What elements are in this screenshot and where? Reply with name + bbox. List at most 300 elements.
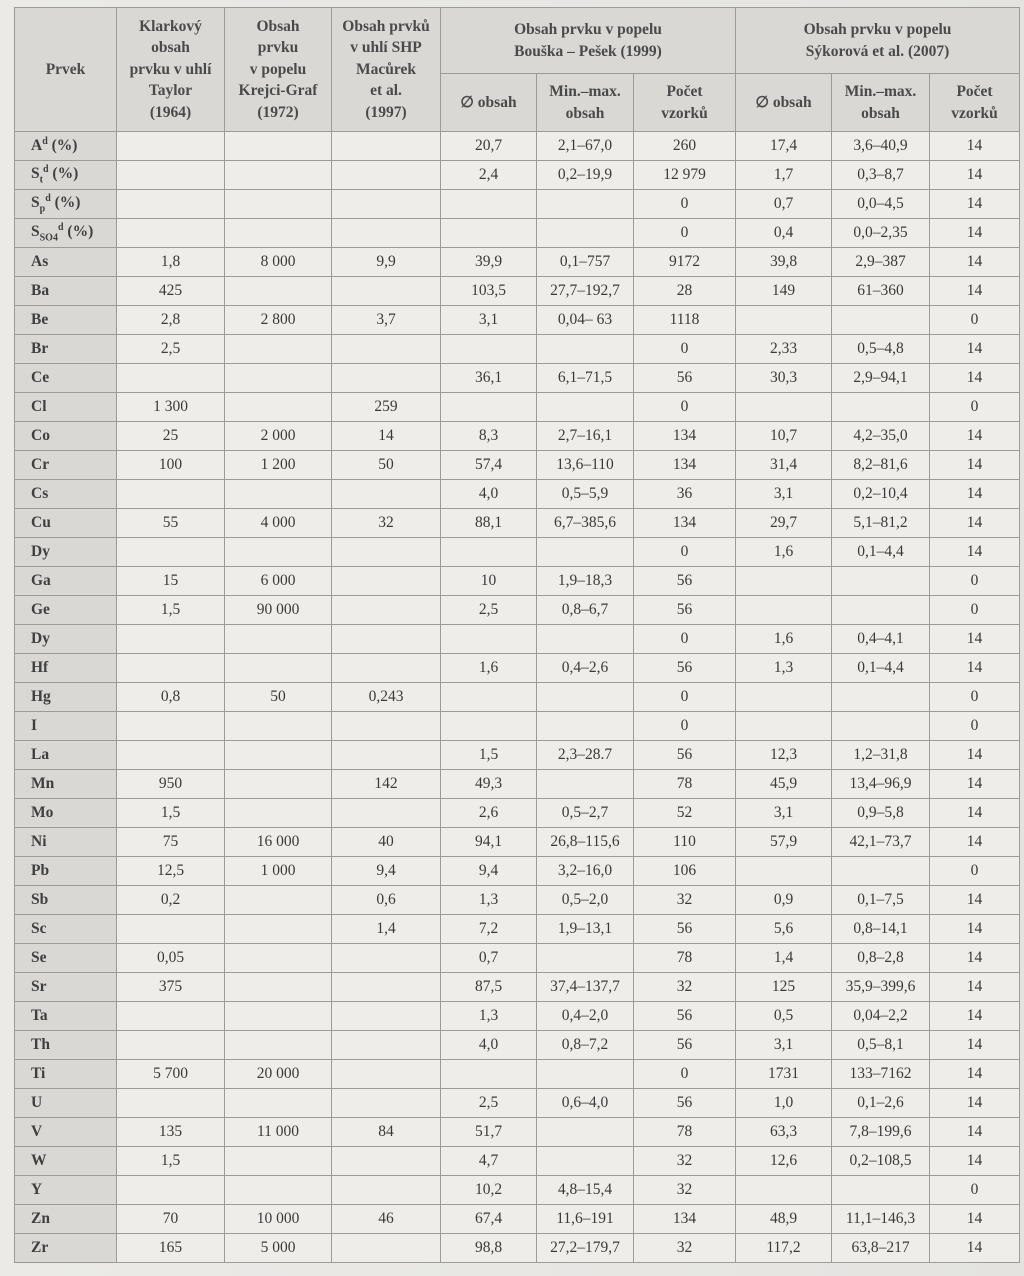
bouska-avg-cell: 10,2 xyxy=(441,1176,537,1205)
sykorova-minmax-cell: 2,9–94,1 xyxy=(832,364,930,393)
bouska-minmax-cell: 2,3–28.7 xyxy=(537,741,634,770)
krejci-cell: 6 000 xyxy=(225,567,332,596)
element-cell: Zr xyxy=(15,1234,117,1263)
sykorova-avg-cell xyxy=(736,683,832,712)
taylor-cell: 2,5 xyxy=(117,335,225,364)
krejci-cell xyxy=(225,886,332,915)
bouska-minmax-cell: 0,2–19,9 xyxy=(537,161,634,190)
bouska-minmax-cell: 0,8–6,7 xyxy=(537,596,634,625)
table-row xyxy=(15,219,1020,248)
krejci-cell: 20 000 xyxy=(225,1060,332,1089)
bouska-count-cell: 36 xyxy=(634,480,736,509)
sykorova-count-cell: 0 xyxy=(930,1176,1020,1205)
table-row xyxy=(15,1060,1020,1089)
sykorova-count-cell: 0 xyxy=(930,306,1020,335)
sykorova-count-cell: 14 xyxy=(930,132,1020,161)
bouska-count-cell: 32 xyxy=(634,1234,736,1263)
element-cell: Br xyxy=(15,335,117,364)
element-cell: Y xyxy=(15,1176,117,1205)
bouska-avg-cell xyxy=(441,625,537,654)
table-row xyxy=(15,538,1020,567)
macurek-cell xyxy=(332,596,441,625)
krejci-cell xyxy=(225,161,332,190)
element-cell: V xyxy=(15,1118,117,1147)
sykorova-avg-cell: 30,3 xyxy=(736,364,832,393)
taylor-cell: 0,8 xyxy=(117,683,225,712)
element-cell: $S_p^d$ (%) xyxy=(15,190,117,219)
macurek-cell xyxy=(332,973,441,1002)
bouska-avg-cell xyxy=(441,683,537,712)
sykorova-minmax-cell: 0,0–4,5 xyxy=(832,190,930,219)
sykorova-minmax-cell: 11,1–146,3 xyxy=(832,1205,930,1234)
krejci-cell: 2 800 xyxy=(225,306,332,335)
sykorova-count-cell: 0 xyxy=(930,393,1020,422)
sykorova-count-cell: 14 xyxy=(930,1205,1020,1234)
group-header-sykorova: Obsah prvku v popelu Sýkorová et al. (2007) xyxy=(736,8,1020,74)
taylor-cell xyxy=(117,190,225,219)
taylor-cell xyxy=(117,132,225,161)
krejci-cell xyxy=(225,335,332,364)
bouska-minmax-cell xyxy=(537,770,634,799)
krejci-cell xyxy=(225,944,332,973)
bouska-avg-cell: 98,8 xyxy=(441,1234,537,1263)
bouska-avg-cell: 94,1 xyxy=(441,828,537,857)
taylor-cell: 55 xyxy=(117,509,225,538)
element-cell: Ge xyxy=(15,596,117,625)
bouska-count-cell: 56 xyxy=(634,1089,736,1118)
macurek-cell xyxy=(332,277,441,306)
taylor-cell xyxy=(117,480,225,509)
bouska-count-cell: 260 xyxy=(634,132,736,161)
element-cell: Sb xyxy=(15,886,117,915)
bouska-avg-cell: 2,5 xyxy=(441,596,537,625)
sykorova-avg-cell: 0,4 xyxy=(736,219,832,248)
sykorova-avg-cell: 39,8 xyxy=(736,248,832,277)
sykorova-avg-cell: 1,3 xyxy=(736,654,832,683)
table-row xyxy=(15,1205,1020,1234)
bouska-count-cell: 134 xyxy=(634,1205,736,1234)
col-header-krejci: Obsah prvku v popelu Krejci-Graf (1972) xyxy=(225,8,332,132)
macurek-cell xyxy=(332,480,441,509)
element-cell: $S_t^d$ (%) xyxy=(15,161,117,190)
taylor-cell xyxy=(117,741,225,770)
sykorova-count-cell: 14 xyxy=(930,654,1020,683)
bouska-minmax-cell xyxy=(537,1118,634,1147)
krejci-cell: 11 000 xyxy=(225,1118,332,1147)
bouska-minmax-cell: 0,8–7,2 xyxy=(537,1031,634,1060)
bouska-count-cell: 32 xyxy=(634,973,736,1002)
sykorova-minmax-cell: 133–7162 xyxy=(832,1060,930,1089)
sykorova-avg-cell: 1,0 xyxy=(736,1089,832,1118)
element-cell: Ba xyxy=(15,277,117,306)
sykorova-minmax-cell: 0,1–2,6 xyxy=(832,1089,930,1118)
table-row xyxy=(15,1147,1020,1176)
sykorova-minmax-cell xyxy=(832,596,930,625)
sykorova-avg-cell: 1,6 xyxy=(736,538,832,567)
sykorova-avg-cell: 1731 xyxy=(736,1060,832,1089)
sykorova-minmax-cell: 7,8–199,6 xyxy=(832,1118,930,1147)
macurek-cell xyxy=(332,538,441,567)
sykorova-count-cell: 14 xyxy=(930,915,1020,944)
sykorova-avg-cell: 0,7 xyxy=(736,190,832,219)
element-cell: Hf xyxy=(15,654,117,683)
krejci-cell xyxy=(225,1002,332,1031)
sykorova-avg-cell: 1,6 xyxy=(736,625,832,654)
sykorova-minmax-cell: 0,1–4,4 xyxy=(832,654,930,683)
sykorova-avg-cell: 17,4 xyxy=(736,132,832,161)
krejci-cell xyxy=(225,277,332,306)
col-header-bouska-minmax: Min.–max. obsah xyxy=(537,74,634,132)
sykorova-minmax-cell: 4,2–35,0 xyxy=(832,422,930,451)
macurek-cell xyxy=(332,190,441,219)
krejci-cell xyxy=(225,1031,332,1060)
bouska-minmax-cell: 13,6–110 xyxy=(537,451,634,480)
macurek-cell: 0,6 xyxy=(332,886,441,915)
bouska-avg-cell: 4,0 xyxy=(441,1031,537,1060)
sykorova-minmax-cell xyxy=(832,1176,930,1205)
macurek-cell: 84 xyxy=(332,1118,441,1147)
bouska-avg-cell: 51,7 xyxy=(441,1118,537,1147)
macurek-cell: 0,243 xyxy=(332,683,441,712)
taylor-cell: 0,05 xyxy=(117,944,225,973)
bouska-minmax-cell: 27,2–179,7 xyxy=(537,1234,634,1263)
taylor-cell: 1,5 xyxy=(117,596,225,625)
sykorova-minmax-cell: 0,1–4,4 xyxy=(832,538,930,567)
bouska-minmax-cell: 6,7–385,6 xyxy=(537,509,634,538)
bouska-minmax-cell: 0,04– 63 xyxy=(537,306,634,335)
bouska-avg-cell: 103,5 xyxy=(441,277,537,306)
sykorova-count-cell: 14 xyxy=(930,1118,1020,1147)
sykorova-count-cell: 14 xyxy=(930,277,1020,306)
sykorova-minmax-cell xyxy=(832,683,930,712)
bouska-minmax-cell: 2,1–67,0 xyxy=(537,132,634,161)
taylor-cell xyxy=(117,915,225,944)
sykorova-count-cell: 14 xyxy=(930,480,1020,509)
sykorova-minmax-cell: 0,5–8,1 xyxy=(832,1031,930,1060)
table-row xyxy=(15,1031,1020,1060)
krejci-cell: 8 000 xyxy=(225,248,332,277)
bouska-count-cell: 56 xyxy=(634,596,736,625)
bouska-minmax-cell: 0,4–2,0 xyxy=(537,1002,634,1031)
bouska-avg-cell: 3,1 xyxy=(441,306,537,335)
sykorova-minmax-cell: 0,3–8,7 xyxy=(832,161,930,190)
macurek-cell: 9,9 xyxy=(332,248,441,277)
sykorova-avg-cell xyxy=(736,596,832,625)
macurek-cell xyxy=(332,219,441,248)
bouska-count-cell: 56 xyxy=(634,1031,736,1060)
krejci-cell xyxy=(225,132,332,161)
table-row xyxy=(15,1234,1020,1263)
sykorova-count-cell: 14 xyxy=(930,886,1020,915)
sykorova-count-cell: 14 xyxy=(930,335,1020,364)
bouska-count-cell: 0 xyxy=(634,335,736,364)
sykorova-count-cell: 14 xyxy=(930,1234,1020,1263)
bouska-minmax-cell xyxy=(537,1147,634,1176)
krejci-cell xyxy=(225,538,332,567)
bouska-count-cell: 56 xyxy=(634,915,736,944)
table-row xyxy=(15,712,1020,741)
sykorova-count-cell: 0 xyxy=(930,567,1020,596)
sykorova-count-cell: 14 xyxy=(930,161,1020,190)
sykorova-count-cell: 14 xyxy=(930,944,1020,973)
macurek-cell xyxy=(332,712,441,741)
sykorova-avg-cell: 3,1 xyxy=(736,799,832,828)
sykorova-minmax-cell: 5,1–81,2 xyxy=(832,509,930,538)
taylor-cell: 15 xyxy=(117,567,225,596)
krejci-cell xyxy=(225,1176,332,1205)
taylor-cell xyxy=(117,538,225,567)
sykorova-avg-cell: 3,1 xyxy=(736,480,832,509)
bouska-minmax-cell: 0,4–2,6 xyxy=(537,654,634,683)
sykorova-avg-cell: 45,9 xyxy=(736,770,832,799)
sykorova-avg-cell: 10,7 xyxy=(736,422,832,451)
bouska-avg-cell: 1,6 xyxy=(441,654,537,683)
element-cell: Cr xyxy=(15,451,117,480)
macurek-cell xyxy=(332,741,441,770)
table-row xyxy=(15,944,1020,973)
bouska-avg-cell: 7,2 xyxy=(441,915,537,944)
krejci-cell xyxy=(225,654,332,683)
element-cell: Sr xyxy=(15,973,117,1002)
table-row xyxy=(15,335,1020,364)
bouska-avg-cell xyxy=(441,190,537,219)
bouska-minmax-cell: 0,5–2,0 xyxy=(537,886,634,915)
sykorova-avg-cell xyxy=(736,857,832,886)
bouska-avg-cell: 88,1 xyxy=(441,509,537,538)
element-cell: Dy xyxy=(15,625,117,654)
bouska-count-cell: 0 xyxy=(634,712,736,741)
bouska-count-cell: 0 xyxy=(634,219,736,248)
macurek-cell: 142 xyxy=(332,770,441,799)
krejci-cell xyxy=(225,973,332,1002)
sykorova-minmax-cell: 2,9–387 xyxy=(832,248,930,277)
krejci-cell xyxy=(225,799,332,828)
sykorova-count-cell: 14 xyxy=(930,248,1020,277)
krejci-cell xyxy=(225,770,332,799)
bouska-avg-cell: 4,7 xyxy=(441,1147,537,1176)
macurek-cell xyxy=(332,654,441,683)
taylor-cell: 100 xyxy=(117,451,225,480)
bouska-avg-cell: 49,3 xyxy=(441,770,537,799)
sykorova-count-cell: 14 xyxy=(930,625,1020,654)
bouska-avg-cell: 20,7 xyxy=(441,132,537,161)
element-cell: As xyxy=(15,248,117,277)
krejci-cell: 4 000 xyxy=(225,509,332,538)
taylor-cell: 0,2 xyxy=(117,886,225,915)
table-row xyxy=(15,161,1020,190)
table-row xyxy=(15,741,1020,770)
sykorova-minmax-cell: 42,1–73,7 xyxy=(832,828,930,857)
macurek-cell xyxy=(332,1060,441,1089)
sykorova-minmax-cell: 35,9–399,6 xyxy=(832,973,930,1002)
macurek-cell: 50 xyxy=(332,451,441,480)
bouska-minmax-cell xyxy=(537,625,634,654)
krejci-cell xyxy=(225,1089,332,1118)
sykorova-minmax-cell: 63,8–217 xyxy=(832,1234,930,1263)
sykorova-count-cell: 14 xyxy=(930,1031,1020,1060)
macurek-cell xyxy=(332,1031,441,1060)
sykorova-avg-cell: 0,5 xyxy=(736,1002,832,1031)
table-row xyxy=(15,654,1020,683)
krejci-cell: 1 200 xyxy=(225,451,332,480)
bouska-count-cell: 0 xyxy=(634,538,736,567)
sykorova-avg-cell: 125 xyxy=(736,973,832,1002)
taylor-cell: 70 xyxy=(117,1205,225,1234)
table-row xyxy=(15,596,1020,625)
taylor-cell: 1,8 xyxy=(117,248,225,277)
taylor-cell xyxy=(117,364,225,393)
bouska-count-cell: 134 xyxy=(634,451,736,480)
macurek-cell: 40 xyxy=(332,828,441,857)
element-cell: Cl xyxy=(15,393,117,422)
sykorova-avg-cell: 29,7 xyxy=(736,509,832,538)
bouska-count-cell: 28 xyxy=(634,277,736,306)
bouska-minmax-cell xyxy=(537,190,634,219)
macurek-cell xyxy=(332,335,441,364)
bouska-minmax-cell xyxy=(537,1060,634,1089)
bouska-minmax-cell xyxy=(537,944,634,973)
bouska-count-cell: 32 xyxy=(634,886,736,915)
sykorova-avg-cell xyxy=(736,567,832,596)
bouska-avg-cell: 2,4 xyxy=(441,161,537,190)
macurek-cell xyxy=(332,1234,441,1263)
bouska-count-cell: 106 xyxy=(634,857,736,886)
krejci-cell xyxy=(225,1147,332,1176)
sykorova-count-cell: 0 xyxy=(930,596,1020,625)
element-cell: Dy xyxy=(15,538,117,567)
sykorova-count-cell: 14 xyxy=(930,770,1020,799)
krejci-cell xyxy=(225,915,332,944)
sykorova-count-cell: 14 xyxy=(930,1147,1020,1176)
bouska-count-cell: 134 xyxy=(634,422,736,451)
sykorova-minmax-cell: 0,0–2,35 xyxy=(832,219,930,248)
sykorova-count-cell: 14 xyxy=(930,828,1020,857)
macurek-cell xyxy=(332,1002,441,1031)
bouska-count-cell: 0 xyxy=(634,1060,736,1089)
sykorova-count-cell: 14 xyxy=(930,1089,1020,1118)
krejci-cell: 50 xyxy=(225,683,332,712)
taylor-cell: 12,5 xyxy=(117,857,225,886)
krejci-cell xyxy=(225,190,332,219)
bouska-avg-cell: 2,5 xyxy=(441,1089,537,1118)
bouska-count-cell: 1118 xyxy=(634,306,736,335)
element-cell: Ti xyxy=(15,1060,117,1089)
bouska-avg-cell: 4,0 xyxy=(441,480,537,509)
bouska-count-cell: 9172 xyxy=(634,248,736,277)
taylor-cell: 375 xyxy=(117,973,225,1002)
sykorova-avg-cell: 3,1 xyxy=(736,1031,832,1060)
bouska-count-cell: 12 979 xyxy=(634,161,736,190)
sykorova-count-cell: 14 xyxy=(930,509,1020,538)
col-header-sykorova-avg: ∅ obsah xyxy=(736,74,832,132)
sykorova-avg-cell xyxy=(736,712,832,741)
sykorova-minmax-cell xyxy=(832,306,930,335)
element-cell: Se xyxy=(15,944,117,973)
element-cell: Cu xyxy=(15,509,117,538)
sykorova-minmax-cell xyxy=(832,857,930,886)
col-header-element: Prvek xyxy=(15,8,117,132)
bouska-avg-cell: 67,4 xyxy=(441,1205,537,1234)
bouska-count-cell: 56 xyxy=(634,741,736,770)
bouska-avg-cell: 8,3 xyxy=(441,422,537,451)
macurek-cell xyxy=(332,161,441,190)
sykorova-count-cell: 0 xyxy=(930,712,1020,741)
sykorova-count-cell: 14 xyxy=(930,451,1020,480)
taylor-cell: 25 xyxy=(117,422,225,451)
bouska-minmax-cell: 37,4–137,7 xyxy=(537,973,634,1002)
sykorova-minmax-cell: 0,2–108,5 xyxy=(832,1147,930,1176)
table-row xyxy=(15,277,1020,306)
taylor-cell: 165 xyxy=(117,1234,225,1263)
krejci-cell xyxy=(225,741,332,770)
table-row xyxy=(15,625,1020,654)
table-row xyxy=(15,132,1020,161)
sykorova-avg-cell: 57,9 xyxy=(736,828,832,857)
bouska-avg-cell xyxy=(441,1060,537,1089)
macurek-cell xyxy=(332,1176,441,1205)
krejci-cell xyxy=(225,219,332,248)
sykorova-minmax-cell: 1,2–31,8 xyxy=(832,741,930,770)
macurek-cell: 1,4 xyxy=(332,915,441,944)
taylor-cell xyxy=(117,1031,225,1060)
taylor-cell xyxy=(117,1002,225,1031)
macurek-cell xyxy=(332,567,441,596)
element-cell: Be xyxy=(15,306,117,335)
sykorova-count-cell: 14 xyxy=(930,1002,1020,1031)
sykorova-avg-cell xyxy=(736,306,832,335)
krejci-cell xyxy=(225,364,332,393)
bouska-minmax-cell: 26,8–115,6 xyxy=(537,828,634,857)
bouska-count-cell: 32 xyxy=(634,1176,736,1205)
taylor-cell xyxy=(117,625,225,654)
table-row xyxy=(15,1118,1020,1147)
sykorova-avg-cell: 63,3 xyxy=(736,1118,832,1147)
table-row xyxy=(15,770,1020,799)
bouska-count-cell: 0 xyxy=(634,190,736,219)
bouska-avg-cell xyxy=(441,393,537,422)
element-cell: $S_{SO4}^d$ (%) xyxy=(15,219,117,248)
element-cell: Mn xyxy=(15,770,117,799)
sykorova-count-cell: 0 xyxy=(930,683,1020,712)
element-cell: Ta xyxy=(15,1002,117,1031)
bouska-count-cell: 110 xyxy=(634,828,736,857)
macurek-cell xyxy=(332,944,441,973)
taylor-cell: 2,8 xyxy=(117,306,225,335)
table-row xyxy=(15,480,1020,509)
macurek-cell xyxy=(332,1089,441,1118)
macurek-cell: 14 xyxy=(332,422,441,451)
col-header-sykorova-minmax: Min.–max. obsah xyxy=(832,74,930,132)
krejci-cell xyxy=(225,712,332,741)
table-row xyxy=(15,799,1020,828)
krejci-cell: 2 000 xyxy=(225,422,332,451)
table-header xyxy=(15,8,1020,132)
bouska-count-cell: 56 xyxy=(634,364,736,393)
col-header-taylor: Klarkový obsah prvku v uhlí Taylor (1964) xyxy=(117,8,225,132)
table-row xyxy=(15,973,1020,1002)
sykorova-avg-cell: 48,9 xyxy=(736,1205,832,1234)
element-cell: La xyxy=(15,741,117,770)
macurek-cell xyxy=(332,364,441,393)
bouska-avg-cell: 36,1 xyxy=(441,364,537,393)
group-header-bouska: Obsah prvku v popelu Bouška – Pešek (1999) xyxy=(441,8,736,74)
sykorova-minmax-cell: 0,9–5,8 xyxy=(832,799,930,828)
bouska-count-cell: 56 xyxy=(634,654,736,683)
bouska-minmax-cell: 11,6–191 xyxy=(537,1205,634,1234)
bouska-minmax-cell: 0,6–4,0 xyxy=(537,1089,634,1118)
bouska-avg-cell: 57,4 xyxy=(441,451,537,480)
table-row xyxy=(15,451,1020,480)
